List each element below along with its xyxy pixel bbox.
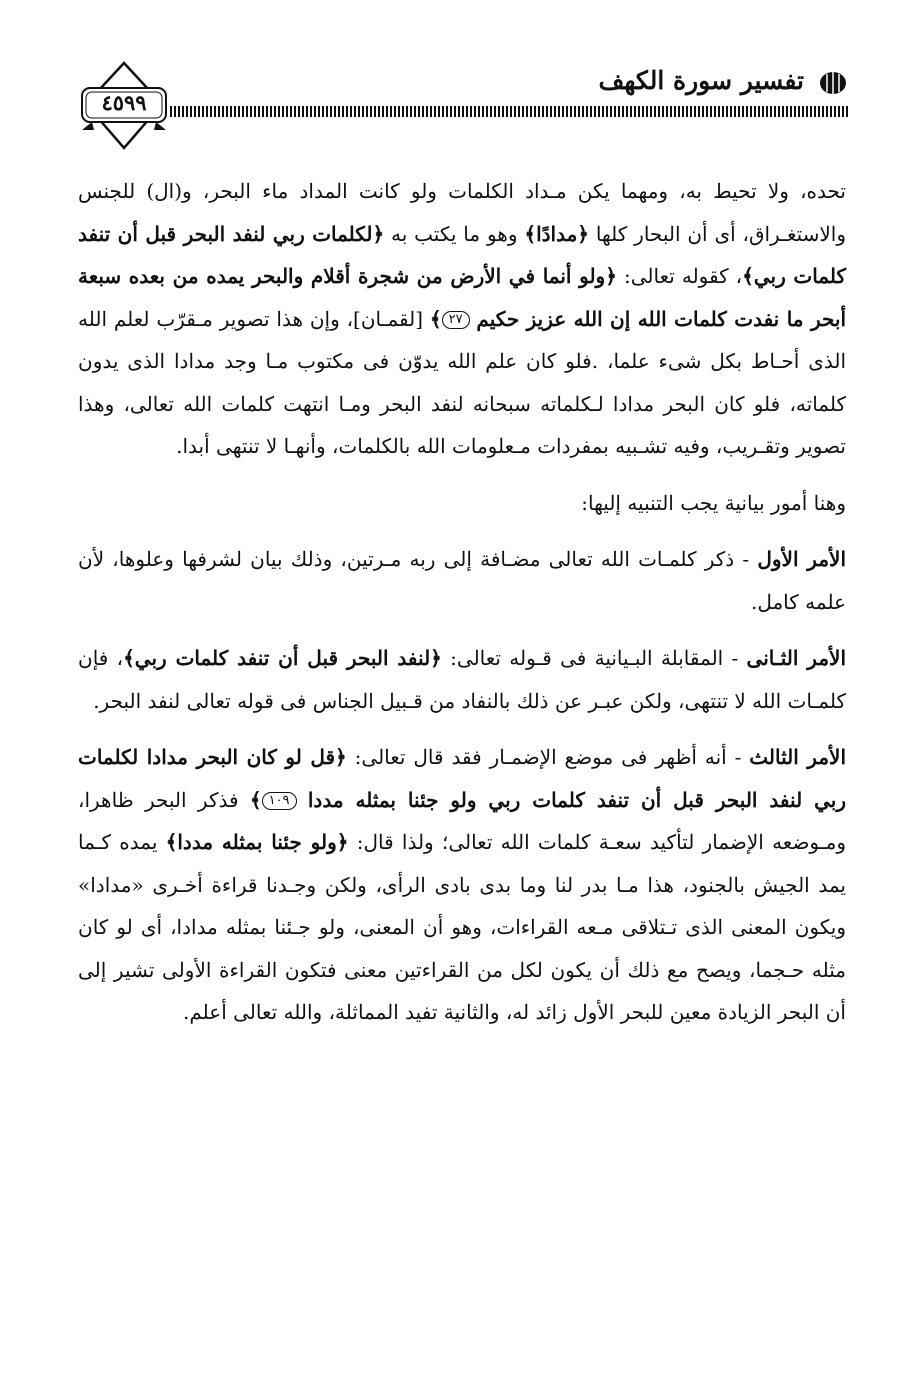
paragraph-3: الأمر الأول - ذكر كلمـات الله تعالى مضـافة إلى ربه مـرتين، وذلك بيان لشرفها وعلوها، لأن علمه كامل. [78,547,847,614]
section-term: الأمر الثالث [749,745,847,769]
section-term: الأمر الثـانى [746,646,846,670]
section-term: الأمر الأول [757,547,847,571]
page-header [78,58,848,148]
quran-quote: ﴿قل لو كان البحر مدادا لكلمات ربي لنفد البحر قبل أن تنفد كلمات ربي ولو جئنا بمثله مددا [78,745,846,812]
quran-quote: ﴿ولو جئنا بمثله مددا﴾ [165,830,349,854]
page-number-badge [78,58,170,153]
paragraph-1: تحده، ولا تحيط به، ومهما يكن مـداد الكلمات ولو كانت المداد ماء البحر، و(ال) للجنس والاستغـراق، أى أن البحار كلها ﴿مدادًا﴾ وهو ما يكتب به ﴿لكلمات ربي لنفد البحر قبل أن تنفد كلمات ربي﴾، كقوله تعالى: ﴿ولو أنما في الأرض من شجرة أقلام والبحر يمده من بعده سبعة أبحر ما نفدت كلمات الله إن الله عزيز حكيم ٢٧﴾ [لقمـان]، وإن هذا تصوير مـقرّب لعلم الله الذى أحـاط بكل شىء علما، .فلو كان علم الله يدوّن فى مكتوب مـا وجد مدادا الذى يدون كلماته، فلو كان البحر مدادا لـكلماته سبحانه لنفد البحر ومـا انتهت كلمات الله تعالى، وهذا تصوير وتقـريب، وفيه تشـبيه بمفردات مـعلومات الله بالكلمات، وأنهـا لا تنتهى أبدا. [78,179,847,458]
page-number: ٤٥٩٩ [101,90,147,115]
ayah-number: ١٠٩ [262,792,297,810]
paragraph-5: الأمر الثالث - أنه أظهر فى موضع الإضمـار فقد قال تعالى: ﴿قل لو كان البحر مدادا لكلمات ربي لنفد البحر قبل أن تنفد كلمات ربي ولو جئنا بمثله مددا ١٠٩﴾ فذكر البحر ظاهرا، ومـوضعه الإضمار لتأكيد سعـة كلمات الله تعالى؛ ولذا قال: ﴿ولو جئنا بمثله مددا﴾ يمده كـما يمد الجيش بالجنود، هذا مـا بدر لنا وما بدى بادى الرأى، ولكن وجـدنا قراءة أخـرى «مدادا» ويكون المعنى الذى تـتلاقى مـعه القراءات، وهو أن المعنى، ولو جـئنا بمثله مدادا، أى لو كان مثله حـجما، ويصح مع ذلك أن يكون لكل من القراءتين معنى فتكون القراءة الأولى تشير إلى أن البحر الزيادة معين للبحر الأول زائد له، والثانية تفيد المماثلة، والله تعالى أعلم. [78,745,847,1024]
page-body [78,170,846,1048]
paragraph-2: وهنا أمور بيانية يجب التنبيه إليها: [581,490,846,515]
paragraph-4: الأمر الثـانى - المقابلة البـيانية فى قـوله تعالى: ﴿لنفد البحر قبل أن تنفد كلمات ربي﴾، فإن كلمـات الله لا تنتهى، ولكن عبـر عن ذلك بالنفاد من قـبيل الجناس فى قوله تعالى لنفد البحر. [78,646,846,713]
ayah-number: ٢٧ [442,311,470,329]
quran-quote: ﴿مدادًا﴾ [524,221,590,246]
header-rule [170,106,848,117]
running-title: تفسير سورة الكهف [598,66,804,95]
flower-ornament-icon [818,70,848,96]
quran-quote: ﴿لكلمات ربي لنفد البحر قبل أن تنفد كلمات ربي﴾ [78,221,847,288]
quran-quote: ﴿ولو أنما في الأرض من شجرة أقلام والبحر يمده من بعده سبعة أبحر ما نفدت كلمات الله إن الله عزيز حكيم [78,264,847,331]
quran-quote: ﴿لنفد البحر قبل أن تنفد كلمات ربي﴾ [123,646,442,670]
